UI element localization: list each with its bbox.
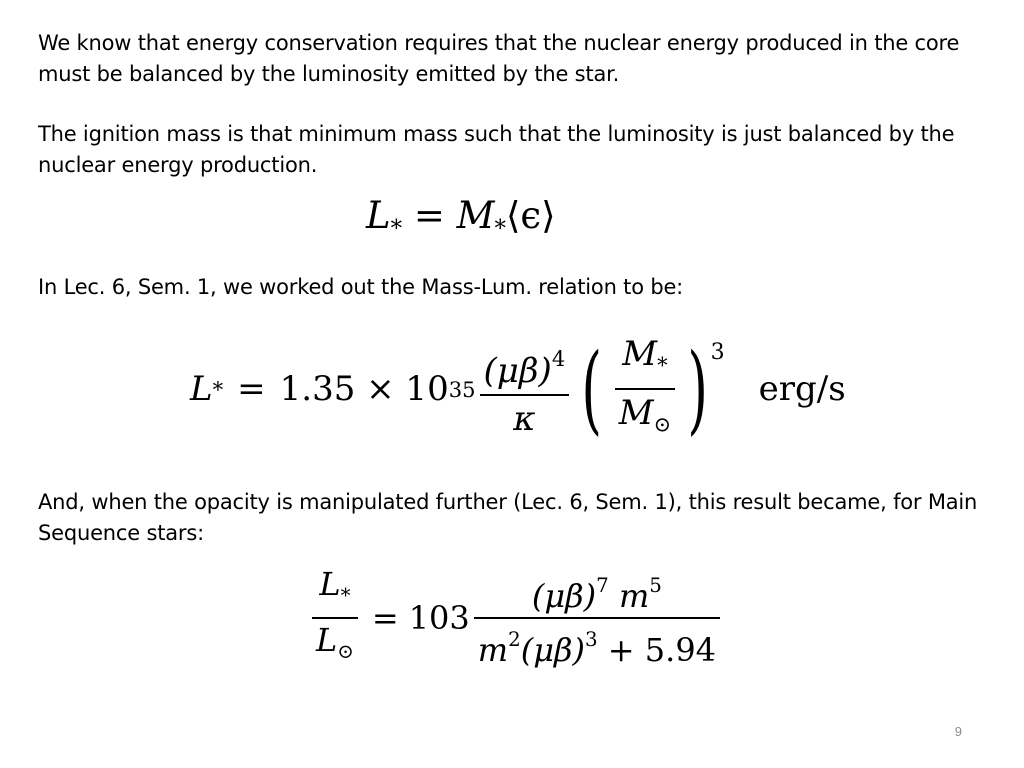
eq2-frac2-num: M (622, 333, 658, 374)
eq3-num-m: m (618, 577, 650, 615)
eq3-den-mb-exp: 3 (585, 628, 598, 651)
eq2-frac2-num-sub: * (657, 352, 668, 377)
eq1-equals: = (413, 194, 445, 237)
paragraph-mass-lum-relation: In Lec. 6, Sem. 1, we worked out the Mass-Lum. relation to be: (38, 275, 684, 299)
eq3-den-mb: (μβ) (520, 630, 585, 669)
eq1-bracket: ⟨ϵ⟩ (505, 194, 556, 237)
eq3-num-m-exp: 5 (649, 574, 662, 598)
eq3-num: (μβ) (531, 577, 597, 615)
eq1-rhs-sub: * (494, 216, 506, 243)
eq3-left-den: L (316, 621, 338, 659)
eq1-rhs: M (456, 194, 495, 237)
eq1-lhs: L (366, 194, 391, 237)
eq2-frac1-den: κ (513, 398, 536, 439)
equation-main-sequence (308, 565, 724, 669)
eq3-num-exp: 7 (596, 574, 609, 598)
equation-luminosity-balance (366, 193, 556, 252)
eq2-unit: erg/s (758, 369, 846, 409)
eq1-lhs-sub: * (390, 216, 403, 243)
eq3-coef: 103 (408, 599, 470, 637)
eq2-frac1-num-exp: 4 (551, 346, 566, 372)
eq3-den-m-exp: 2 (508, 628, 521, 651)
eq3-den-tail: + 5.94 (597, 630, 717, 669)
paragraph-main-sequence: And, when the opacity is manipulated further (Lec. 6, Sem. 1), this result became, for Main Sequence stars: (38, 490, 978, 545)
eq3-left-den-sub: ⊙ (337, 639, 354, 663)
eq2-outer-exp: 3 (710, 340, 725, 365)
eq3-left-num: L (319, 565, 341, 604)
paragraph-energy-conservation: We know that energy conservation requires that the nuclear energy produced in the core must be balanced by the luminosity emitted by the star. (38, 31, 960, 86)
eq2-fraction-opacity (480, 338, 570, 440)
paragraph-ignition-mass: The ignition mass is that minimum mass such that the luminosity is just balanced by the nuclear energy production. (38, 122, 955, 177)
eq3-left-num-sub: * (340, 584, 351, 607)
page-number: 9 (954, 724, 962, 739)
eq3-fraction-right (474, 567, 720, 669)
eq2-lhs-sub: * (212, 376, 224, 402)
eq3-equals: = (371, 599, 399, 637)
eq2-fraction-mass (615, 333, 676, 446)
eq2-lhs: L (190, 369, 213, 409)
eq2-exp: 35 (448, 376, 476, 402)
eq2-frac2-den: M (618, 393, 654, 433)
eq2-equals: = (237, 369, 266, 409)
eq2-frac2-den-sub: ⊙ (653, 411, 672, 437)
equation-mass-luminosity (190, 334, 846, 444)
eq2-coef: 1.35 × 10 (279, 369, 449, 409)
eq3-fraction-left (312, 565, 358, 671)
eq3-den-m: m (477, 630, 509, 669)
eq2-frac1-num: (μβ) (483, 350, 552, 391)
eq2-right-paren: ) (687, 333, 709, 445)
eq2-left-paren: ( (581, 333, 603, 445)
